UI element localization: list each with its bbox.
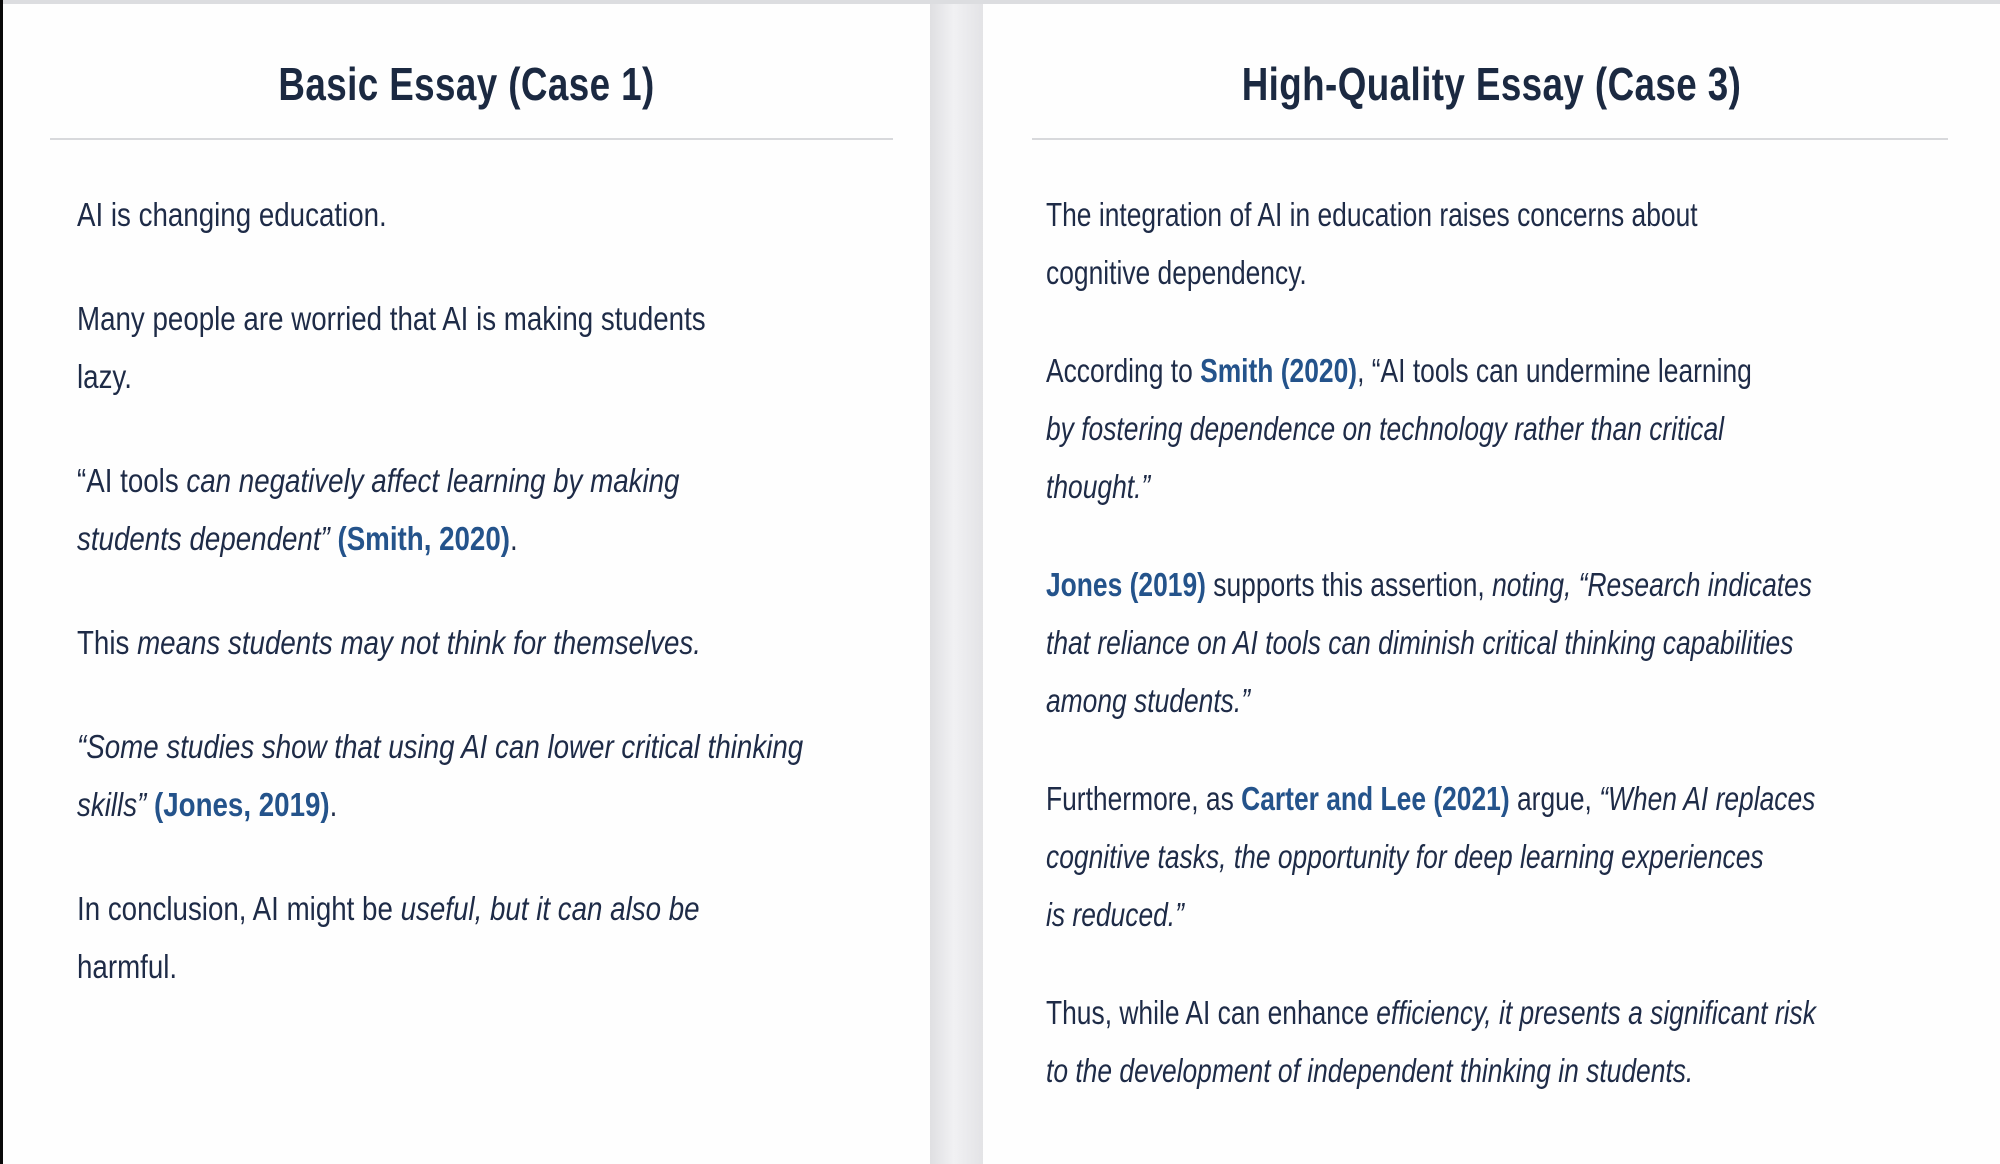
text-segment: [330, 520, 338, 557]
essay-line: [77, 348, 794, 406]
essay-line: [77, 718, 804, 776]
text-segment: by fostering dependence on technology rather than critical: [1046, 410, 1725, 447]
text-segment: In conclusion, AI might be: [77, 890, 401, 927]
citation: Smith (2020): [1200, 352, 1358, 389]
top-border-strip: [0, 0, 2000, 4]
text-segment: efficiency, it presents a significant risk: [1376, 994, 1816, 1031]
text-segment: , “AI tools can undermine learning: [1357, 352, 1752, 389]
text-segment: among students.”: [1046, 682, 1250, 719]
text-segment: noting, “Research indicates: [1492, 566, 1812, 603]
text-segment: cognitive dependency.: [1046, 254, 1307, 291]
essay-line: [77, 290, 794, 348]
text-segment: “When AI replaces: [1599, 780, 1816, 817]
text-segment: is reduced.”: [1046, 896, 1184, 933]
essay-line: [77, 452, 794, 510]
essay-line: [77, 776, 794, 834]
essay-body: [3, 186, 930, 996]
text-segment: AI is changing education.: [77, 196, 387, 233]
essay-body: [983, 186, 2000, 1100]
text-segment: .: [510, 520, 518, 557]
text-segment: thought.”: [1046, 468, 1151, 505]
essay-paragraph: [77, 186, 930, 244]
text-segment: harmful.: [77, 948, 178, 985]
basic-essay-panel: [3, 4, 930, 1164]
essay-line: [1046, 886, 1809, 944]
essay-paragraph: [1046, 186, 2000, 302]
essay-paragraph: [77, 614, 930, 672]
panel-title: High-Quality Essay (Case 3): [1241, 58, 1742, 110]
citation: Jones (2019): [1046, 566, 1206, 603]
high-quality-essay-panel: [983, 4, 2000, 1164]
essay-line: [77, 614, 794, 672]
text-segment: supports this assertion,: [1205, 566, 1493, 603]
essay-paragraph: [1046, 770, 2000, 944]
panel-gap: [930, 0, 983, 1164]
essay-paragraph: [77, 290, 930, 406]
essay-paragraph: [1046, 556, 2000, 730]
essay-paragraph: [77, 880, 930, 996]
text-segment: to the development of independent thinking in students.: [1046, 1052, 1694, 1089]
essay-paragraph: [77, 452, 930, 568]
text-segment: students dependent”: [77, 520, 330, 557]
citation: (Smith, 2020): [337, 520, 511, 557]
essay-line: [1046, 614, 1809, 672]
essay-line: [1046, 342, 1809, 400]
citation: (Jones, 2019): [153, 786, 330, 823]
text-segment: can negatively affect learning by making: [186, 462, 680, 499]
essay-line: [1046, 672, 1809, 730]
text-segment: This: [77, 624, 138, 661]
text-segment: Many people are worried that AI is making students: [77, 300, 706, 337]
essay-line: [77, 880, 794, 938]
text-segment: Furthermore, as: [1046, 780, 1242, 817]
text-segment: “AI tools: [77, 462, 187, 499]
essay-paragraph: [77, 718, 930, 834]
essay-line: [1046, 1042, 1809, 1100]
essay-line: [1046, 244, 1809, 302]
text-segment: Thus, while AI can enhance: [1046, 994, 1377, 1031]
essay-line: [1046, 186, 1809, 244]
text-segment: .: [329, 786, 338, 823]
panel-title: Basic Essay (Case 1): [278, 58, 655, 110]
essay-line: [77, 186, 794, 244]
text-segment: “Some studies show that using AI can lower critical thinking: [77, 728, 804, 765]
essay-line: [1046, 770, 1816, 828]
text-segment: argue,: [1509, 780, 1600, 817]
essay-paragraph: [1046, 984, 2000, 1100]
left-edge-strip: [0, 0, 3, 1164]
title-divider: [50, 138, 893, 140]
essay-paragraph: [1046, 342, 2000, 516]
text-segment: The integration of AI in education raises concerns about: [1046, 196, 1698, 233]
essay-line: [1046, 556, 1812, 614]
essay-line: [1046, 458, 1809, 516]
essay-line: [1046, 984, 1816, 1042]
citation: Carter and Lee (2021): [1241, 780, 1510, 817]
essay-line: [1046, 828, 1809, 886]
text-segment: cognitive tasks, the opportunity for deep learning experiences: [1046, 838, 1764, 875]
title-divider: [1032, 138, 1948, 140]
text-segment: lazy.: [77, 358, 132, 395]
text-segment: that reliance on AI tools can diminish critical thinking capabilities: [1046, 624, 1794, 661]
essay-line: [77, 510, 794, 568]
essay-line: [1046, 400, 1809, 458]
essay-line: [77, 938, 794, 996]
text-segment: [146, 786, 154, 823]
text-segment: According to: [1046, 352, 1201, 389]
text-segment: useful, but it can also be: [400, 890, 700, 927]
text-segment: skills”: [77, 786, 147, 823]
text-segment: means students may not think for themselves.: [137, 624, 701, 661]
